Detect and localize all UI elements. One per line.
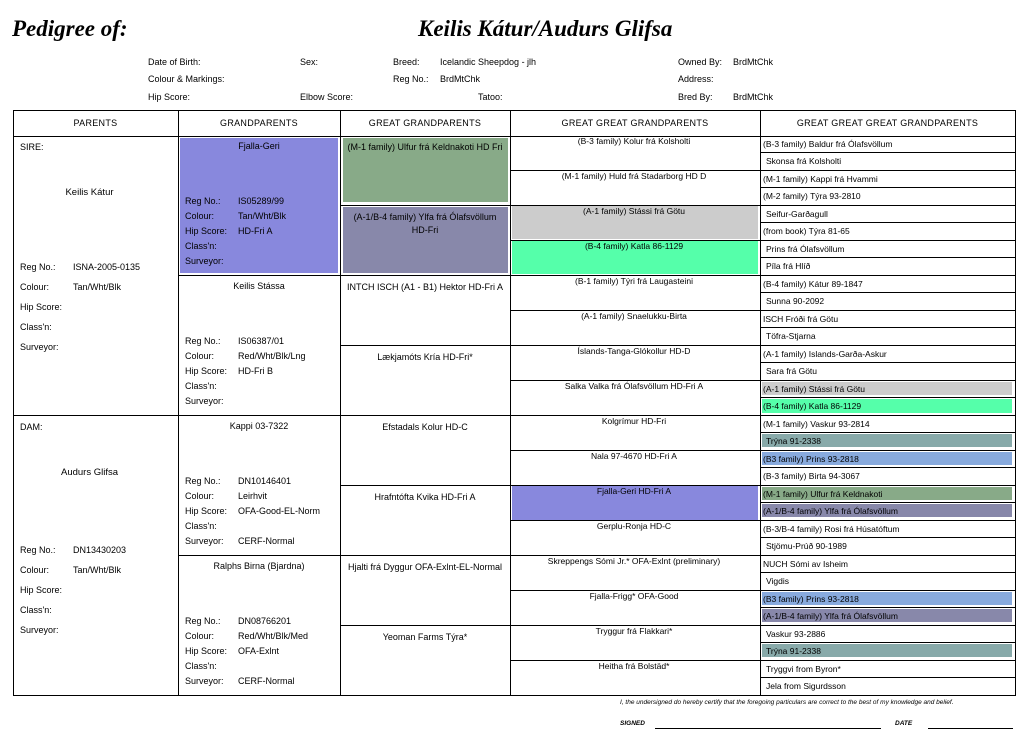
gp-reg-value: IS06387/01 — [238, 336, 285, 346]
gggg-divider — [760, 572, 1016, 573]
gp-hip-value: HD-Fri B — [238, 366, 273, 376]
elbow-score-label: Elbow Score: — [300, 92, 354, 102]
col-header-great-grandparents: GREAT GRANDPARENTS — [368, 118, 482, 128]
ggg-cell: Fjalla-Geri HD-Fri A — [596, 486, 672, 496]
gp-hip-label: Hip Score: — [185, 366, 228, 376]
gggg-divider — [760, 187, 1016, 188]
gggg-cell: Trýna 91-2338 — [766, 436, 821, 446]
ggg-cell: Tryggur frá Flakkari* — [595, 626, 673, 636]
sire-title: SIRE: — [20, 142, 44, 152]
gggg-cell: ISCH Fróði frá Götu — [763, 314, 839, 324]
gggg-divider — [760, 292, 1016, 293]
bred-by-value: BrdMtChk — [733, 92, 774, 102]
gp-reg-label: Reg No.: — [185, 336, 221, 346]
gg-cell: (M-1 family) Ulfur frá Keldnakoti HD Fri — [347, 142, 503, 152]
gp-hip-label: Hip Score: — [185, 226, 228, 236]
gp-colour-label: Colour: — [185, 211, 215, 221]
gggg-divider — [760, 362, 1016, 363]
gggg-cell: (B-3 family) Birta 94-3067 — [763, 471, 860, 481]
gp-name: Kappi 03-7322 — [229, 421, 289, 431]
gggg-divider — [760, 467, 1016, 468]
ggg-cell: Kolgrímur HD-Fri — [601, 416, 667, 426]
dam-class-label: Class'n: — [20, 605, 52, 615]
gp-class-label: Class'n: — [185, 381, 217, 391]
gggg-cell: (A-1 family) Stássi frá Götu — [763, 384, 866, 394]
gg-divider — [340, 275, 511, 276]
gggg-divider — [760, 170, 1016, 171]
gp-surveyor-value: CERF-Normal — [238, 536, 295, 546]
dam-reg-label: Reg No.: — [20, 545, 56, 555]
colour-markings-label: Colour & Markings: — [148, 74, 225, 84]
gg-divider — [340, 555, 511, 556]
gp-reg-label: Reg No.: — [185, 616, 221, 626]
parents-divider — [13, 415, 179, 416]
gggg-cell: Prins frá Ólafsvöllum — [766, 244, 845, 254]
gp-reg-value: DN10146401 — [238, 476, 292, 486]
gggg-cell: Vaskur 93-2886 — [766, 629, 826, 639]
gp-name: Ralphs Birna (Bjardna) — [213, 561, 305, 571]
gggg-cell: Vigdis — [766, 576, 789, 586]
gp-colour-value: Red/Wht/Blk/Lng — [238, 351, 306, 361]
sire-colour-value: Tan/Wht/Blk — [73, 282, 122, 292]
gp-reg-value: IS05289/99 — [238, 196, 285, 206]
gggg-divider — [760, 275, 1016, 276]
gggg-divider — [760, 590, 1016, 591]
gp-class-label: Class'n: — [185, 521, 217, 531]
gggg-divider — [760, 485, 1016, 486]
owned-by-value: BrdMtChk — [733, 57, 774, 67]
address-label: Address: — [678, 74, 714, 84]
col-sep-2 — [340, 110, 341, 696]
gggg-divider — [760, 415, 1016, 416]
gp-colour-value: Leirhvit — [238, 491, 268, 501]
ggg-cell: Skreppengs Sómi Jr.* OFA-Exlnt (preliminary) — [547, 556, 721, 566]
gp-colour-label: Colour: — [185, 491, 215, 501]
gggg-cell: (M-1 family) Kappi frá Hvammi — [763, 174, 878, 184]
gggg-cell: (B-3/B-4 family) Rosi frá Húsatóftum — [763, 524, 900, 534]
gggg-cell: (from book) Týra 81-65 — [763, 226, 850, 236]
col-sep-4 — [760, 110, 761, 696]
col-sep-1 — [178, 110, 179, 696]
gggg-divider — [760, 520, 1016, 521]
dam-surveyor-label: Surveyor: — [20, 625, 59, 635]
gp-colour-value: Tan/Wht/Blk — [238, 211, 287, 221]
gggg-cell: (B3 family) Prins 93-2818 — [763, 594, 859, 604]
sire-reg-value: ISNA-2005-0135 — [73, 262, 141, 272]
gp-colour-label: Colour: — [185, 351, 215, 361]
bred-by-label: Bred By: — [678, 92, 713, 102]
gp-surveyor-label: Surveyor: — [185, 536, 224, 546]
gggg-cell: (A-1/B-4 family) Ylfa frá Ólafsvöllum — [763, 611, 898, 621]
signed-label: SIGNED — [620, 720, 645, 727]
gggg-cell: Skonsa frá Kolsholti — [766, 156, 842, 166]
ggg-cell: (A-1 family) Snaelukku-Birta — [581, 311, 687, 321]
dam-name: Audurs Glifsa — [60, 467, 119, 478]
gp-divider-1 — [178, 275, 341, 276]
signature-line[interactable] — [655, 728, 881, 729]
gggg-divider — [760, 397, 1016, 398]
dam-colour-value: Tan/Wht/Blk — [73, 565, 122, 575]
gp-surveyor-label: Surveyor: — [185, 676, 224, 686]
gggg-cell: Töfra-Stjarna — [766, 331, 816, 341]
gggg-divider — [760, 380, 1016, 381]
gp-surveyor-label: Surveyor: — [185, 396, 224, 406]
gggg-divider — [760, 257, 1016, 258]
gggg-divider — [760, 450, 1016, 451]
gggg-divider — [760, 537, 1016, 538]
dam-reg-value: DN13430203 — [73, 545, 127, 555]
gggg-cell: (B-3 family) Baldur frá Ólafsvöllum — [763, 139, 893, 149]
sire-hip-label: Hip Score: — [20, 302, 63, 312]
regno-label: Reg No.: — [393, 74, 429, 84]
gp-surveyor-value: CERF-Normal — [238, 676, 295, 686]
gggg-cell: (A-1 family) Islands-Garða-Askur — [763, 349, 887, 359]
gp-hip-label: Hip Score: — [185, 646, 228, 656]
breed-value: Icelandic Sheepdog - jlh — [440, 57, 537, 67]
gp-name: Fjalla-Geri — [238, 141, 280, 151]
gg-cell: Hjalti frá Dyggur OFA-Exlnt-EL-Normal — [347, 562, 503, 572]
gggg-divider — [760, 625, 1016, 626]
gp-reg-label: Reg No.: — [185, 196, 221, 206]
gg-divider — [340, 625, 511, 626]
dob-label: Date of Birth: — [148, 57, 201, 67]
gp-colour-label: Colour: — [185, 631, 215, 641]
gggg-cell: (B-4 family) Kátur 89-1847 — [763, 279, 863, 289]
gggg-divider — [760, 502, 1016, 503]
gp-class-label: Class'n: — [185, 241, 217, 251]
gggg-cell: Sunna 90-2092 — [766, 296, 825, 306]
ggg-cell: Gerplu-Ronja HD-C — [596, 521, 672, 531]
gggg-cell: (M-2 family) Týra 93-2810 — [763, 191, 861, 201]
gp-hip-value: OFA-Exlnt — [238, 646, 280, 656]
gg-cell: Efstadals Kolur HD-C — [382, 422, 468, 432]
ggg-cell: (B-4 family) Katla 86-1129 — [584, 241, 684, 251]
gg-cell: (A-1/B-4 family) Ylfa frá Ólafsvöllum HD-Fri — [353, 212, 497, 235]
gg-cell: INTCH ISCH (A1 - B1) Hektor HD-Fri A — [346, 282, 503, 292]
ggg-cell: (M-1 family) Huld frá Stadarborg HD D — [561, 171, 707, 181]
gggg-cell: Sara frá Götu — [766, 366, 818, 376]
gggg-divider — [760, 555, 1016, 556]
col-header-ggg: GREAT GREAT GRANDPARENTS — [561, 118, 709, 128]
gggg-divider — [760, 152, 1016, 153]
gggg-cell: (A-1/B-4 family) Ylfa frá Ólafsvöllum — [763, 506, 898, 516]
gp-surveyor-label: Surveyor: — [185, 256, 224, 266]
ggg-cell: Salka Valka frá Ólafsvöllum HD-Fri A — [564, 381, 704, 391]
gg-divider — [340, 205, 511, 206]
gggg-cell: Jela from Sigurdsson — [766, 681, 846, 691]
ggg-cell: Heitha frá Bolstäd* — [598, 661, 670, 671]
sire-name: Keilis Kátur — [65, 187, 114, 198]
gp-reg-value: DN08766201 — [238, 616, 292, 626]
gggg-divider — [760, 240, 1016, 241]
gg-divider — [340, 345, 511, 346]
border-bottom — [13, 695, 1016, 696]
breed-label: Breed: — [393, 57, 420, 67]
gggg-divider — [760, 345, 1016, 346]
ggg-cell: Fjalla-Frigg* OFA-Good — [589, 591, 679, 601]
ggg-cell: (A-1 family) Stássi frá Götu — [582, 206, 686, 216]
gggg-cell: Seifur-Garðagull — [766, 209, 828, 219]
dam-hip-label: Hip Score: — [20, 585, 63, 595]
sex-label: Sex: — [300, 57, 319, 67]
sire-colour-label: Colour: — [20, 282, 50, 292]
gggg-divider — [760, 642, 1016, 643]
gp-divider-3 — [178, 555, 341, 556]
gp-name: Keilis Stássa — [233, 281, 285, 291]
dam-colour-label: Colour: — [20, 565, 50, 575]
owned-by-label: Owned By: — [678, 57, 723, 67]
col-sep-3 — [510, 110, 511, 696]
gp-colour-value: Red/Wht/Blk/Med — [238, 631, 309, 641]
gg-divider — [340, 485, 511, 486]
gggg-divider — [760, 432, 1016, 433]
gggg-divider — [760, 607, 1016, 608]
dam-title: DAM: — [20, 422, 43, 432]
dog-name-title: Keilis Kátur/Audurs Glifsa — [418, 16, 673, 41]
date-label: DATE — [895, 720, 913, 727]
ggg-cell: (B-3 family) Kolur frá Kolsholti — [577, 136, 691, 146]
date-line[interactable] — [928, 728, 1013, 729]
gp-reg-label: Reg No.: — [185, 476, 221, 486]
gggg-cell: (B3 family) Prins 93-2818 — [763, 454, 859, 464]
sire-surveyor-label: Surveyor: — [20, 342, 59, 352]
gp-class-label: Class'n: — [185, 661, 217, 671]
gp-hip-value: HD-Fri A — [238, 226, 273, 236]
gggg-divider — [760, 310, 1016, 311]
regno-value: BrdMtChk — [440, 74, 481, 84]
border-right — [1015, 110, 1016, 696]
gggg-divider — [760, 677, 1016, 678]
col-header-parents: PARENTS — [73, 118, 118, 128]
gggg-cell: Tryggvi from Byron* — [766, 664, 841, 674]
ggg-cell: Íslands-Tanga-Glókollur HD-D — [577, 346, 691, 356]
hip-score-label: Hip Score: — [148, 92, 191, 102]
gp-hip-value: OFA-Good-EL-Norm — [238, 506, 321, 516]
gggg-cell: NUCH Sómi av Isheim — [763, 559, 849, 569]
sire-reg-label: Reg No.: — [20, 262, 56, 272]
certify-statement: I, the undersigned do hereby certify that the foregoing particulars are correct to the best of my knowledge and belief. — [620, 699, 954, 706]
gp-hip-label: Hip Score: — [185, 506, 228, 516]
gggg-divider — [760, 327, 1016, 328]
gg-cell: Yeoman Farms Týra* — [382, 632, 468, 642]
gp-divider-2 — [178, 415, 341, 416]
col-header-gggg: GREAT GREAT GREAT GRANDPARENTS — [796, 118, 979, 128]
gggg-cell: (M-1 family) Ulfur frá Keldnakoti — [763, 489, 883, 499]
ggg-cell: Nala 97-4670 HD-Fri A — [591, 451, 677, 461]
gg-cell: Lækjamóts Kría HD-Fri* — [377, 352, 473, 362]
gggg-cell: (M-1 family) Vaskur 93-2814 — [763, 419, 870, 429]
gggg-divider — [760, 222, 1016, 223]
pedigree-label: Pedigree of: — [12, 16, 128, 41]
gggg-cell: Stjömu-Prúð 90-1989 — [766, 541, 847, 551]
gggg-cell: Trýna 91-2338 — [766, 646, 821, 656]
gggg-cell: Píla frá Hlíð — [766, 261, 811, 271]
col-header-grandparents: GRANDPARENTS — [220, 118, 298, 128]
sire-class-label: Class'n: — [20, 322, 52, 332]
tatoo-label: Tatoo: — [478, 92, 503, 102]
ggg-cell: (B-1 family) Týri frá Laugasteini — [575, 276, 693, 286]
gg-divider — [340, 415, 511, 416]
gggg-divider — [760, 205, 1016, 206]
gggg-divider — [760, 660, 1016, 661]
gg-cell: Hrafntófta Kvika HD-Fri A — [374, 492, 476, 502]
gggg-cell: (B-4 family) Katla 86-1129 — [763, 401, 862, 411]
